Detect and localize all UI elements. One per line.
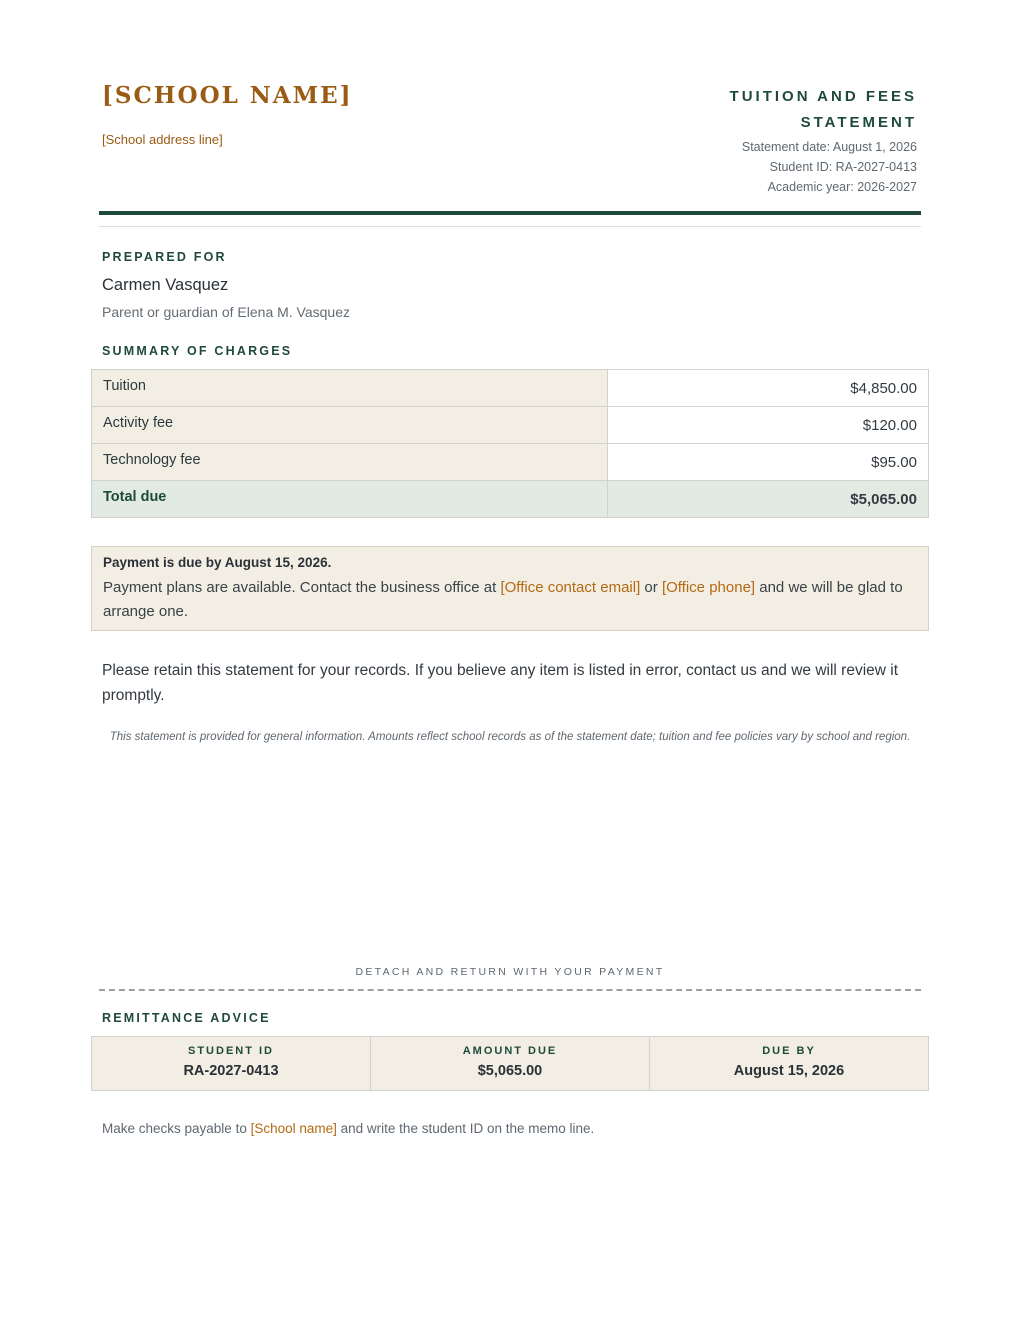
student-id-meta: Student ID: RA-2027-0413 xyxy=(769,160,917,174)
remittance-box xyxy=(91,1036,929,1091)
retain-text: Please retain this statement for your records. If you believe any item is listed in error, contact us and we will review it promptly. xyxy=(102,662,899,704)
detach-instruction: DETACH AND RETURN WITH YOUR PAYMENT xyxy=(355,966,665,978)
recipient-name: Carmen Vasquez xyxy=(102,276,229,294)
charge-item: Activity fee xyxy=(92,407,608,444)
remit-value: August 15, 2026 xyxy=(733,1063,845,1079)
office-phone-link[interactable]: [Office phone] xyxy=(661,579,756,596)
disclaimer: This statement is provided for general information. Amounts reflect school records as of the statement date; tuition and fee policies vary by school and region. xyxy=(109,731,911,743)
charge-amount: $120.00 xyxy=(608,407,929,444)
school-name: [SCHOOL NAME] xyxy=(102,82,353,109)
checks-text: and write the student ID on the memo line. xyxy=(336,1121,595,1136)
charge-amount: $4,850.00 xyxy=(608,370,929,407)
remit-label: DUE BY xyxy=(762,1045,816,1057)
document-title: TUITION AND FEES STATEMENT xyxy=(729,88,917,131)
table-row xyxy=(92,444,929,481)
payee-name: [School name] xyxy=(250,1121,337,1136)
payment-notice xyxy=(91,546,929,631)
charge-item: Tuition xyxy=(92,370,608,407)
prepared-for-label: PREPARED FOR xyxy=(102,250,227,264)
charges-table xyxy=(91,369,929,518)
remit-label: STUDENT ID xyxy=(188,1045,274,1057)
remittance-label: REMITTANCE ADVICE xyxy=(102,1011,271,1025)
statement-date: Statement date: August 1, 2026 xyxy=(741,140,917,154)
header-divider-thin xyxy=(99,226,921,227)
notice-title: Payment is due by August 15, 2026. xyxy=(103,555,332,570)
recipient-relation: Parent or guardian of Elena M. Vasquez xyxy=(102,304,351,320)
academic-year: Academic year: 2026-2027 xyxy=(767,180,917,194)
notice-text: and we will be glad to arrange one. xyxy=(103,579,903,620)
detach-line xyxy=(99,989,921,991)
charge-amount: $95.00 xyxy=(608,444,929,481)
remit-student-id xyxy=(92,1037,371,1090)
checks-text: Make checks payable to xyxy=(102,1121,251,1136)
total-amount: $5,065.00 xyxy=(608,481,929,518)
notice-text: Payment plans are available. Contact the business office at xyxy=(103,579,501,596)
remit-label: AMOUNT DUE xyxy=(462,1045,558,1057)
total-row xyxy=(92,481,929,518)
school-address: [School address line] xyxy=(102,132,223,147)
office-email-link[interactable]: [Office contact email] xyxy=(500,579,641,596)
remit-amount-due xyxy=(371,1037,650,1090)
total-label: Total due xyxy=(92,481,608,518)
checks-instruction xyxy=(102,1121,594,1136)
table-row xyxy=(92,370,929,407)
remit-value: RA-2027-0413 xyxy=(183,1063,279,1079)
summary-label: SUMMARY OF CHARGES xyxy=(102,344,293,358)
table-row xyxy=(92,407,929,444)
remit-value: $5,065.00 xyxy=(477,1063,543,1079)
statement-meta xyxy=(742,137,917,197)
charge-item: Technology fee xyxy=(92,444,608,481)
notice-text: or xyxy=(640,579,662,596)
notice-body xyxy=(103,576,917,624)
header-divider xyxy=(99,211,921,215)
remit-due-by xyxy=(650,1037,928,1090)
